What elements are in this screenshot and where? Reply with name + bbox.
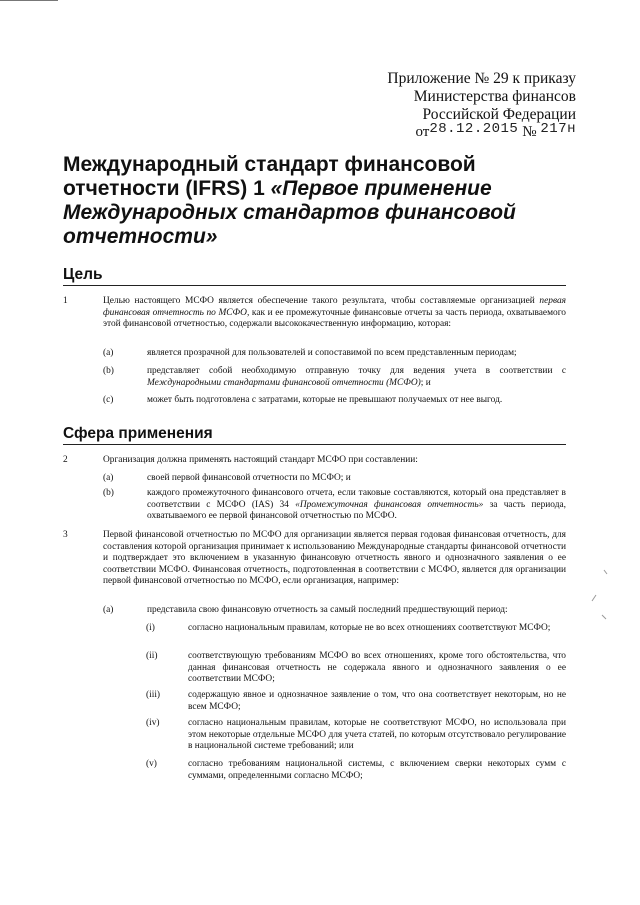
document-title [63,153,563,249]
sub-list-item [146,718,566,753]
list-text: представила свою финансовую отчетность за самый последний предшествующий период: [147,605,508,615]
list-item [103,348,566,360]
title-italic: «Первое применение Международных стандартов финансовой отчетности» [63,177,516,248]
paragraph-1 [63,296,566,331]
sub-list-text: согласно требованиям национальной системы, с включением сверки некоторых сумм с суммами, определенными согласно МСФО; [188,759,566,781]
sub-list-item [146,651,566,686]
sub-list-label: (i) [146,623,155,633]
sub-list-item [146,623,566,635]
sub-list-text: соответствующую требованиям МСФО во всех отношениях, кроме того обстоятельства, что данная финансовая отчетность не содержала явного и однозначного заявления о ее соответствии МСФО; [188,651,566,685]
title-plain: Международный стандарт финансовой отчетности (IFRS) 1 [63,153,476,200]
order-number-prefix: № [522,124,537,140]
list-text: своей первой финансовой отчетности по МСФО; и [147,473,351,483]
paragraph-number: 3 [63,530,68,540]
appendix-line-2: Министерства финансов [413,88,576,105]
sub-list-item [146,759,566,782]
sub-list-label: (ii) [146,651,158,661]
sub-list-text: согласно национальным правилам, которые не соответствуют МСФО, но использовала при этом некоторые отдельные МСФО для учета статей, по которым отсутствовало регулирование в национальной системе требований; или [188,718,566,752]
list-label: (a) [103,473,114,483]
list-text: может быть подготовлена с затратами, которые не превышают получаемых от нее выгод. [147,395,503,405]
paragraph-text: Организация должна применять настоящий стандарт МСФО при составлении: [103,455,418,465]
list-text: каждого промежуточного финансового отчета, если таковые составляются, который она представляет в соответствии с МСФО (IAS) 34 «Промежуточная финансовая отчетность» за часть периода, охватываемого ее первой финансовой отчетностью по МСФО. [147,488,566,522]
paragraph-3 [63,530,566,588]
paragraph-2 [63,455,566,467]
appendix-header [387,70,576,142]
sub-list-text: содержащую явное и однозначное заявление о том, что она соответствует некоторым, но не всем МСФО; [188,690,566,712]
list-text: представляет собой необходимую отправную точку для ведения учета в соответствии с Международными стандартами финансовой отчетности (МСФО); и [147,366,566,388]
paragraph-text: Целью настоящего МСФО является обеспечение такого результата, чтобы составляемые организацией первая финансовая отчетность по МСФО, как и ее промежуточные финансовые отчеты за часть периода, охватываемого этой финансовой отчетностью, содержали высококачественную информацию, которая: [103,296,566,330]
list-item [103,605,566,617]
appendix-line-3: Российской Федерации [422,106,576,123]
sub-list-text: согласно национальным правилам, которые не во всех отношениях соответствуют МСФО; [188,623,551,633]
list-item [103,488,566,523]
margin-mark [590,565,610,625]
order-reference [387,123,576,142]
section-heading-scope: Сфера применения [63,425,566,445]
list-text: является прозрачной для пользователей и сопоставимой по всем представленным периодам; [147,348,517,358]
order-date-prefix: от [415,124,430,140]
list-label: (b) [103,366,114,376]
sub-list-label: (v) [146,759,157,769]
sub-list-label: (iv) [146,718,160,728]
list-item [103,473,566,485]
paragraph-number: 2 [63,455,68,465]
section-heading-goal: Цель [63,266,566,286]
sub-list-item [146,690,566,713]
list-label: (c) [103,395,114,405]
scan-edge-line [0,0,58,1]
order-date: 28.12.2015 [429,121,519,137]
list-label: (a) [103,605,114,615]
list-label: (a) [103,348,114,358]
list-label: (b) [103,488,114,498]
list-item [103,395,566,407]
paragraph-number: 1 [63,296,68,306]
paragraph-text: Первой финансовой отчетностью по МСФО для организации является первая годовая финансовая отчетность, для составления которой организация принимает к использованию Международные стандарты финансовой отчетности и подтверждает это включением в указанную финансовую отчетность явного и однозначного заявления о ее соответствии МСФО. Финансовая отчетность, подготовленная в соответствии с МСФО, является для организации первой финансовой отчетностью по МСФО, если организация, например: [103,530,566,587]
appendix-line-1: Приложение № 29 к приказу [387,70,576,87]
sub-list-label: (iii) [146,690,161,700]
order-number: 217н [540,121,576,137]
list-item [103,366,566,389]
